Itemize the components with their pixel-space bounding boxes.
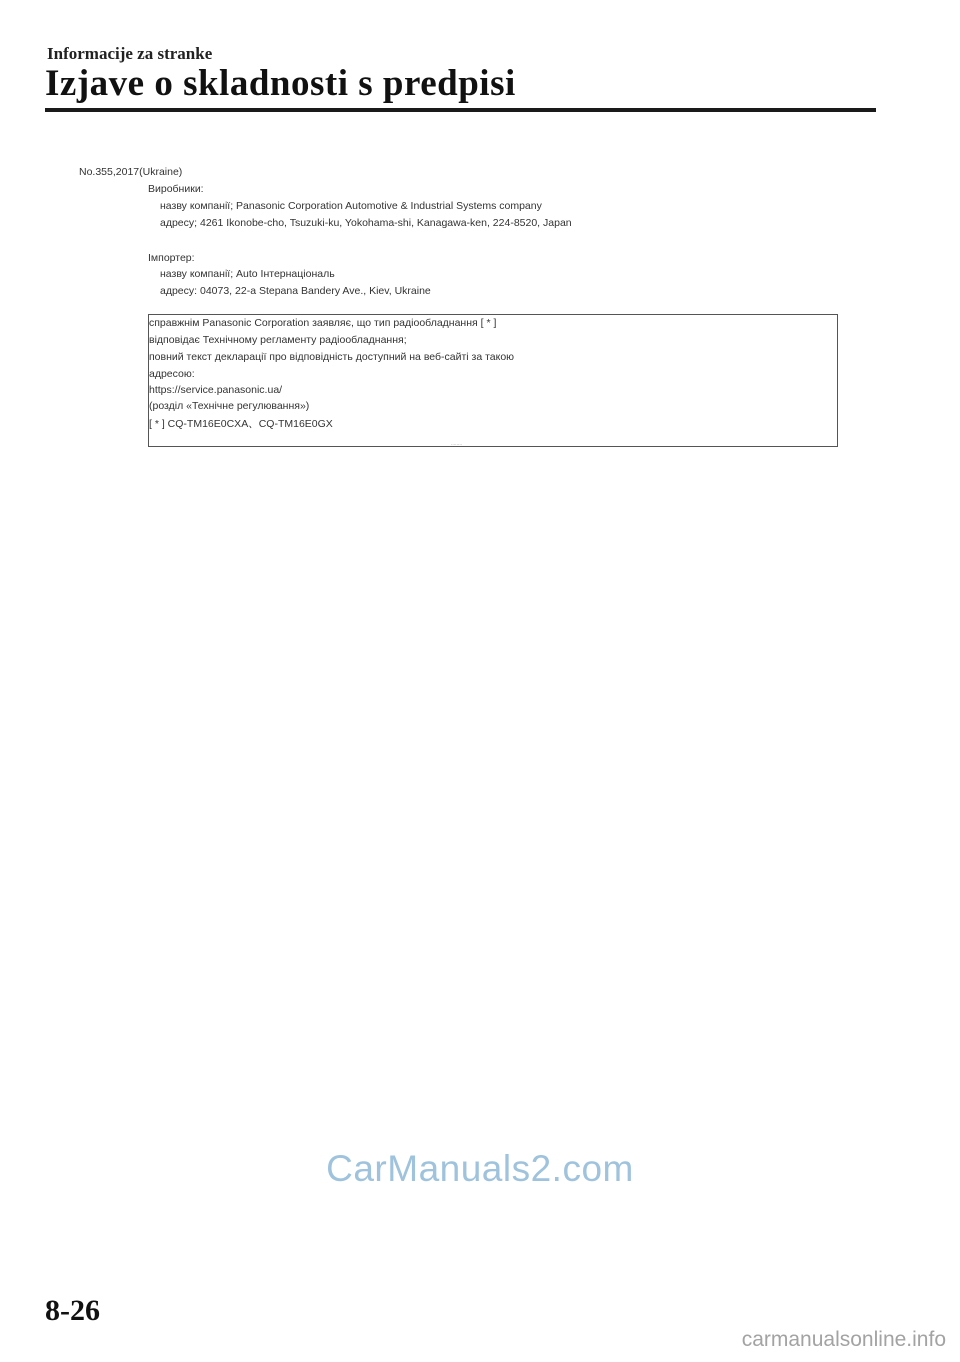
declaration-image: [0, 0, 960, 500]
page-number: 8-26: [45, 1294, 100, 1327]
importer-name: назву компанії; Auto Інтернаціональ: [160, 268, 335, 280]
box-line: адресою:: [149, 368, 195, 380]
box-line: [ * ] CQ-TM16E0CXA、CQ-TM16E0GX: [149, 418, 333, 430]
manufacturer-heading: Виробники:: [148, 183, 204, 195]
manufacturer-name: назву компанії; Panasonic Corporation Automotive & Industrial Systems company: [160, 200, 542, 212]
footer-brand: carmanualsonline.info: [741, 1328, 946, 1351]
watermark: CarManuals2.com: [326, 1148, 634, 1189]
section-label: Informacije za stranke: [47, 44, 213, 63]
declaration-reference: No.355,2017(Ukraine): [79, 166, 183, 178]
page-title: Izjave o skladnosti s predpisi: [45, 63, 516, 104]
box-line: відповідає Технічному регламенту радіообладнання;: [149, 334, 407, 346]
box-line: (розділ «Технічне регулювання»): [149, 400, 310, 412]
box-mark: ........: [451, 441, 463, 447]
box-line: https://service.panasonic.ua/: [149, 384, 283, 396]
declaration-box: [148, 314, 838, 447]
manufacturer-address: адресу; 4261 Ikonobe-cho, Tsuzuki-ku, Yokohama-shi, Kanagawa-ken, 224-8520, Japan: [160, 217, 572, 229]
box-line: повний текст декларації про відповідність доступний на веб-сайті за такою: [149, 351, 515, 363]
box-line: справжнім Panasonic Corporation заявляє, що тип радіообладнання [ * ]: [149, 317, 497, 329]
importer-address: адресу: 04073, 22-a Stepana Bandery Ave., Kiev, Ukraine: [160, 285, 431, 297]
importer-heading: Імпортер:: [148, 252, 195, 264]
